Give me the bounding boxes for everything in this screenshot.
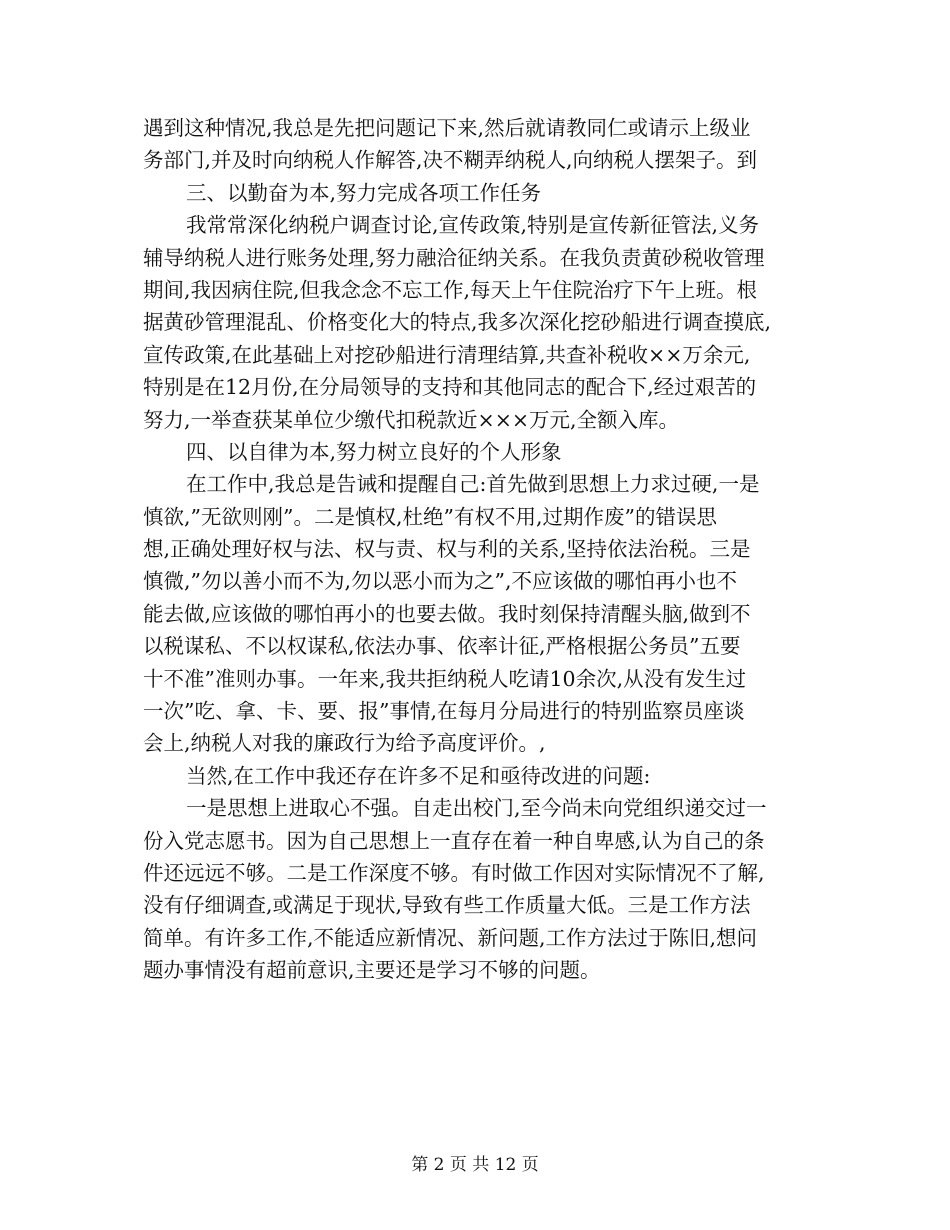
page-number-footer: 第 2 页 共 12 页 bbox=[411, 1155, 539, 1175]
text-line: 我常常深化纳税户调查讨论,宣传政策,特别是宣传新征管法,义务 bbox=[186, 213, 760, 238]
text-line: 特别是在12月份,在分局领导的支持和其他同志的配合下,经过艰苦的 bbox=[143, 375, 757, 400]
text-line: 在工作中,我总是告诫和提醒自己:首先做到思想上力求过硬,一是 bbox=[186, 472, 760, 497]
text-line: 以税谋私、不以权谋私,依法办事、依率计征,严格根据公务员”五要 bbox=[143, 634, 741, 659]
text-line: 十不准”准则办事。一年来,我共拒纳税人吃请10余次,从没有发生过 bbox=[143, 666, 747, 691]
text-line: 慎欲,”无欲则刚”。二是慎权,杜绝”有权不用,过期作废”的错误思 bbox=[143, 504, 717, 529]
text-line: 想,正确处理好权与法、权与责、权与利的关系,坚持依法治税。三是 bbox=[143, 537, 751, 562]
section-heading: 三、以勤奋为本,努力完成各项工作任务 bbox=[186, 180, 542, 205]
text-line: 当然,在工作中我还存在许多不足和亟待改进的问题: bbox=[186, 763, 651, 788]
text-line: 能去做,应该做的哪怕再小的也要去做。我时刻保持清醒头脑,做到不 bbox=[143, 601, 751, 626]
text-line: 份入党志愿书。因为自己思想上一直存在着一种自卑感,认为自己的条 bbox=[143, 828, 765, 853]
text-line: 努力,一举查获某单位少缴代扣税款近×××万元,全额入库。 bbox=[143, 407, 680, 432]
text-line: 慎微,”勿以善小而不为,勿以恶小而为之”,不应该做的哪怕再小也不 bbox=[143, 569, 738, 594]
text-line: 期间,我因病住院,但我念念不忘工作,每天上午住院治疗下午上班。根 bbox=[143, 277, 758, 302]
text-line: 一是思想上进取心不强。自走出校门,至今尚未向党组织递交过一 bbox=[186, 796, 767, 821]
text-line: 会上,纳税人对我的廉政行为给予高度评价。, bbox=[143, 731, 546, 756]
text-line: 据黄砂管理混乱、价格变化大的特点,我多次深化挖砂船进行调查摸底, bbox=[143, 310, 772, 335]
text-line: 简单。有许多工作,不能适应新情况、新问题,工作方法过于陈旧,想问 bbox=[143, 925, 758, 950]
section-heading: 四、以自律为本,努力树立良好的个人形象 bbox=[186, 439, 562, 464]
text-line: 题办事情没有超前意识,主要还是学习不够的问题。 bbox=[143, 958, 601, 983]
text-line: 一次”吃、拿、卡、要、报”事情,在每月分局进行的特别监察员座谈 bbox=[143, 699, 745, 724]
text-line: 遇到这种情况,我总是先把问题记下来,然后就请教同仁或请示上级业 bbox=[143, 116, 751, 140]
text-line: 件还远远不够。二是工作深度不够。有时做工作因对实际情况不了解, bbox=[143, 860, 765, 885]
text-line: 宣传政策,在此基础上对挖砂船进行清理结算,共查补税收××万余元, bbox=[143, 342, 751, 367]
text-line: 辅导纳税人进行账务处理,努力融洽征纳关系。在我负责黄砂税收管理 bbox=[143, 245, 765, 270]
text-line: 没有仔细调查,或满足于现状,导致有些工作质量大低。三是工作方法 bbox=[143, 893, 751, 918]
document-body bbox=[143, 112, 813, 987]
text-line: 务部门,并及时向纳税人作解答,决不糊弄纳税人,向纳税人摆架子。到 bbox=[143, 148, 758, 173]
